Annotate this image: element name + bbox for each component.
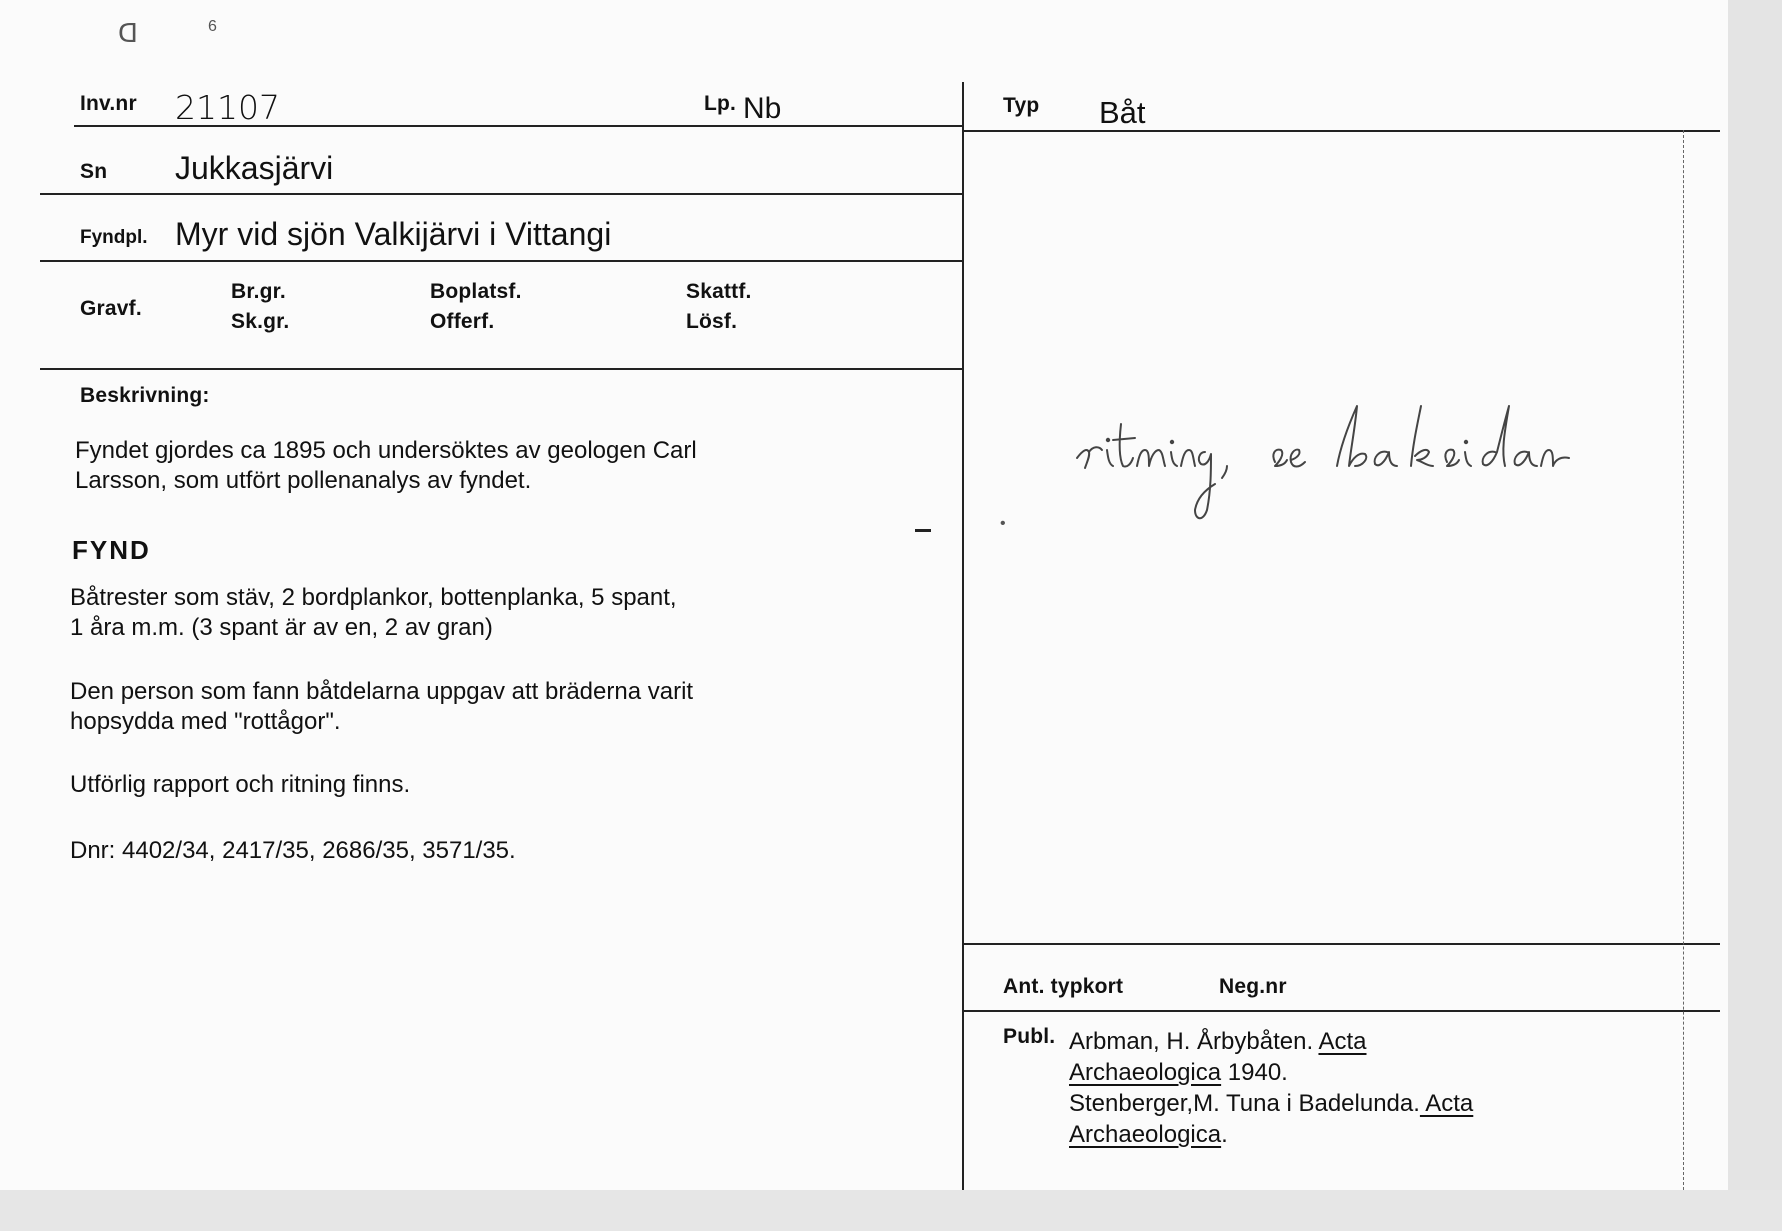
person-text: [70, 677, 693, 737]
handwritten-note: [1075, 400, 1615, 525]
fyndpl-label: Fyndpl.: [80, 227, 148, 248]
category-brgr: Br.gr.: [231, 280, 286, 303]
publ-line: [1069, 1057, 1473, 1088]
rule-typ: [962, 130, 1720, 132]
publ-line: [1069, 1119, 1473, 1150]
scan-edge-right: [1728, 0, 1782, 1231]
publ-author: Stenberger,M. Tuna i Badelunda.: [1069, 1090, 1420, 1117]
rule-ant-top: [962, 943, 1720, 945]
category-gravf: Gravf.: [80, 297, 142, 320]
right-margin-line: [1683, 130, 1684, 1190]
publ-author: Arbman, H. Årbybåten.: [1069, 1028, 1319, 1055]
beskrivning-line: Fyndet gjordes ca 1895 och undersöktes av geologen Carl: [75, 437, 697, 464]
category-losf: Lösf.: [686, 310, 738, 333]
fynd-line: Båtrester som stäv, 2 bordplankor, bottenplanka, 5 spant,: [70, 584, 677, 611]
inv-value: 21107: [175, 88, 280, 127]
dnr-text: Dnr: 4402/34, 2417/35, 2686/35, 3571/35.: [70, 837, 516, 864]
rapport-text: Utförlig rapport och ritning finns.: [70, 771, 411, 798]
dash-mark: [915, 529, 931, 532]
handwritten-note-text: ritning, se baksidan: [1075, 520, 1084, 521]
typ-value: Båt: [1099, 95, 1146, 130]
lp-value: Nb: [743, 92, 782, 125]
publ-journal: Archaeologica: [1069, 1121, 1222, 1148]
sn-label: Sn: [80, 160, 108, 183]
inv-label: Inv.nr: [80, 92, 137, 115]
category-offerf: Offerf.: [430, 310, 495, 333]
rule-ant-bottom: [962, 1010, 1720, 1012]
rule-categories: [40, 368, 962, 370]
negnr-label: Neg.nr: [1219, 975, 1287, 998]
lp-label: Lp.: [704, 92, 737, 115]
publ-journal: Acta: [1419, 1090, 1474, 1117]
column-divider: [962, 82, 964, 1190]
ant-typkort-label: Ant. typkort: [1003, 975, 1124, 998]
publ-line: [1069, 1088, 1473, 1119]
person-line: Den person som fann båtdelarna uppgav att bräderna varit: [70, 678, 694, 705]
stray-mark: 6: [208, 18, 217, 35]
category-boplatsf: Boplatsf.: [430, 280, 522, 303]
rule-sn: [40, 193, 962, 195]
publ-end: .: [1221, 1121, 1228, 1148]
beskrivning-line: Larsson, som utfört pollenanalys av fyndet.: [75, 467, 532, 494]
fyndpl-value: Myr vid sjön Valkijärvi i Vittangi: [175, 216, 612, 252]
beskrivning-text: [75, 436, 697, 496]
beskrivning-label: Beskrivning:: [80, 384, 210, 407]
publ-line: [1069, 1026, 1473, 1057]
fynd-line: 1 åra m.m. (3 spant är av en, 2 av gran): [70, 614, 493, 641]
sn-value: Jukkasjärvi: [175, 150, 334, 186]
category-skattf: Skattf.: [686, 280, 752, 303]
publ-journal: Acta: [1318, 1028, 1367, 1055]
scan-edge-bottom: [0, 1190, 1782, 1231]
typ-label: Typ: [1003, 94, 1040, 117]
publ-text: [1069, 1026, 1473, 1150]
rule-fyndpl: [40, 260, 962, 262]
category-skgr: Sk.gr.: [231, 310, 290, 333]
stray-dot: •: [1000, 515, 1006, 532]
fynd-text: [70, 583, 677, 643]
stray-mark: ꓷ: [118, 18, 138, 48]
fynd-heading: FYND: [72, 535, 151, 565]
publ-year: 1940.: [1221, 1059, 1288, 1086]
publ-journal: Archaeologica: [1069, 1059, 1222, 1086]
person-line: hopsydda med "rottågor".: [70, 708, 341, 735]
publ-label: Publ.: [1003, 1025, 1056, 1048]
